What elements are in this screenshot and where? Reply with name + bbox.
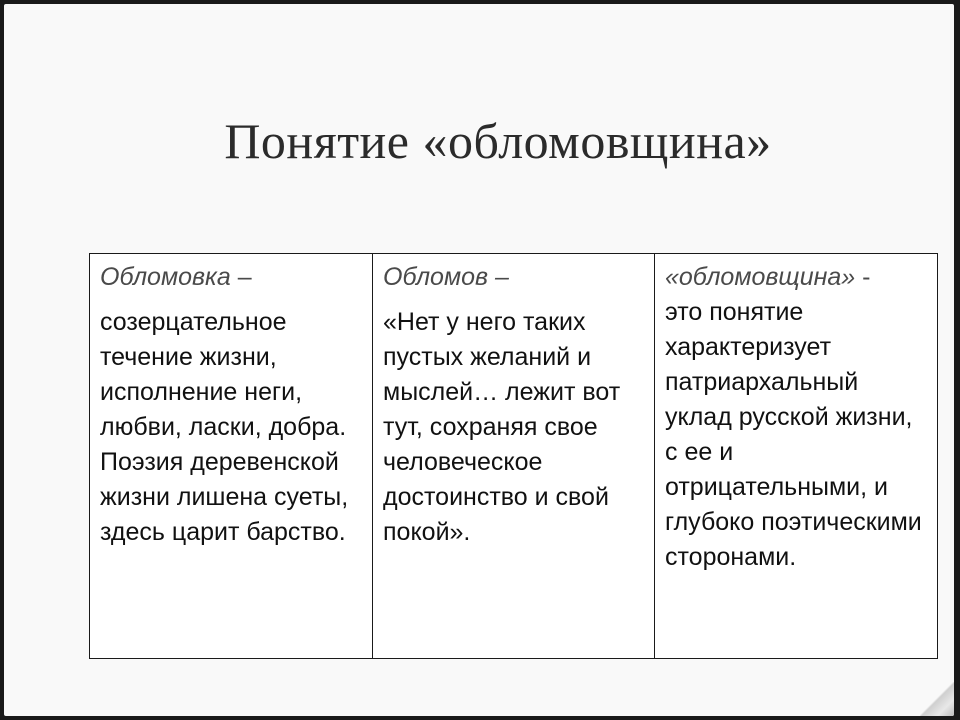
term-line (383, 260, 646, 295)
term-label: Обломов – (383, 263, 509, 291)
page-title: Понятие «обломовщина» (224, 113, 772, 169)
term-label: Обломовка (100, 263, 231, 291)
term-label: «обломовщина» (665, 263, 856, 291)
term-dash: – (230, 263, 252, 291)
term-definition: «Нет у него таких пустых желаний и мыслей… лежит вот тут, сохраняя свое человеческое достоинство и свой покой». (383, 308, 621, 546)
term-definition: созерцательное течение жизни, исполнение неги, любви, ласки, добра. Поэзия деревенской жизни лишена суеты, здесь царит барство. (100, 308, 349, 546)
term-dash: - (855, 263, 871, 291)
table-cell-oblomovshchina (655, 254, 938, 659)
table-cell-oblomovka (90, 254, 373, 659)
term-line (100, 260, 364, 295)
term-definition: это понятие характеризует патриархальный уклад русской жизни, с ее и отрицательными, и глубоко поэтическими сторонами. (665, 298, 922, 571)
table-row (90, 254, 938, 659)
table-cell-oblomov (373, 254, 655, 659)
page-curl-decoration (920, 682, 954, 716)
concept-table (89, 253, 938, 659)
slide (4, 4, 954, 716)
term-line (665, 260, 929, 295)
